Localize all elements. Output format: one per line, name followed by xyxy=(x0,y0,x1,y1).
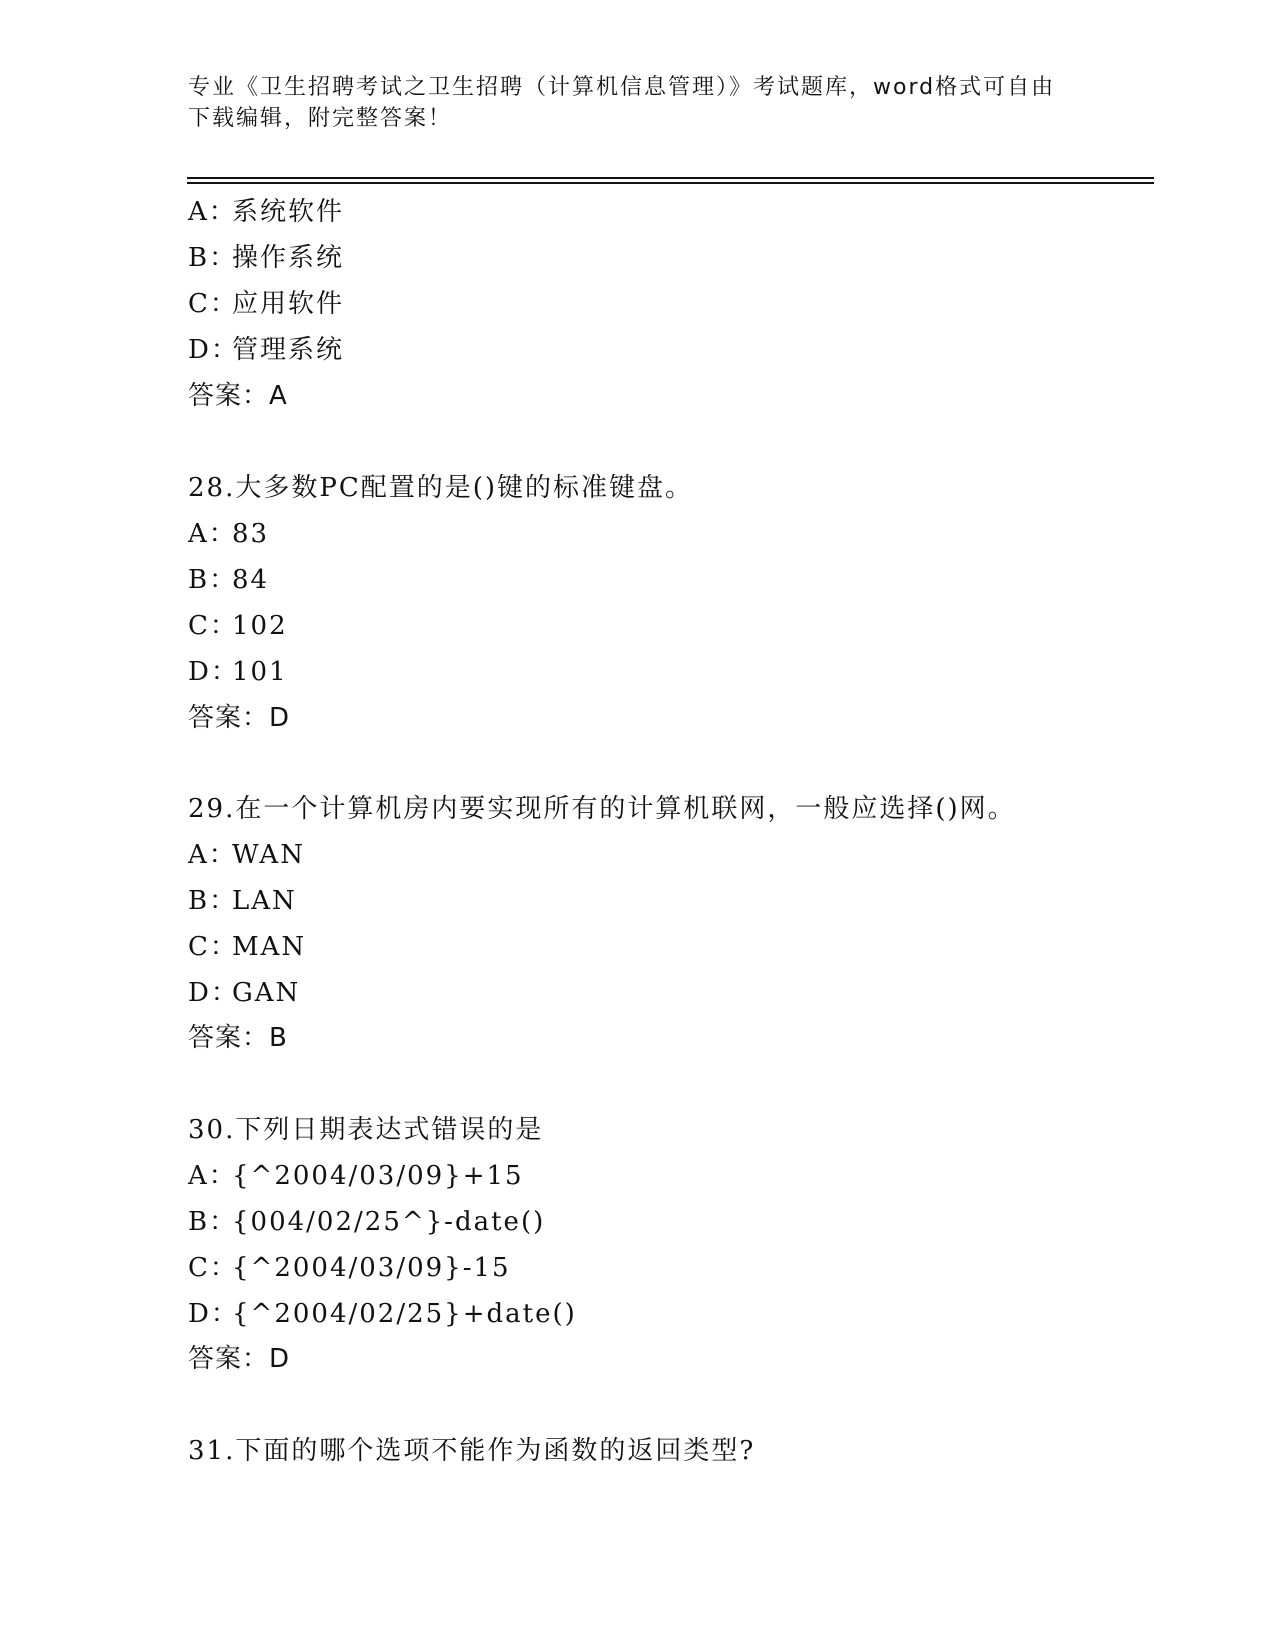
q29-answer: 答案：B xyxy=(188,1023,288,1053)
q29-option-c xyxy=(188,931,306,963)
option-text: 系统软件 xyxy=(232,197,345,227)
document-header: 专业《卫生招聘考试之卫生招聘（计算机信息管理）》考试题库，word格式可自由下载编辑，附完整答案！ xyxy=(188,75,1056,131)
option-label: D： xyxy=(188,978,239,1008)
option-text: {004/02/25^}-date() xyxy=(232,1207,546,1237)
option-text: {^2004/03/09}-15 xyxy=(232,1253,511,1283)
q29-question: 29.在一个计算机房内要实现所有的计算机联网，一般应选择()网。 xyxy=(188,794,1016,824)
header-rule-bottom xyxy=(187,182,1154,184)
q30-question: 30.下列日期表达式错误的是 xyxy=(188,1115,544,1145)
option-text: 应用软件 xyxy=(232,289,345,319)
q27-option-d xyxy=(188,334,344,366)
option-label: A： xyxy=(188,1161,237,1191)
option-label: D： xyxy=(188,657,239,687)
q31-question: 31.下面的哪个选项不能作为函数的返回类型? xyxy=(188,1436,756,1466)
q28-answer: 答案：D xyxy=(188,703,291,733)
option-label: A： xyxy=(188,519,237,549)
q30-option-c xyxy=(188,1252,511,1284)
option-label: A： xyxy=(188,197,237,227)
option-label: C： xyxy=(188,932,238,962)
option-text: 操作系统 xyxy=(232,243,345,273)
option-text: LAN xyxy=(232,886,297,916)
option-label: B： xyxy=(188,243,238,273)
q27-answer: 答案：A xyxy=(188,381,288,411)
option-text: 84 xyxy=(232,565,270,595)
q28-option-c xyxy=(188,610,288,642)
q28-question: 28.大多数PC配置的是()键的标准键盘。 xyxy=(188,473,694,503)
option-label: C： xyxy=(188,611,238,641)
q28-option-a xyxy=(188,518,269,550)
option-text: 101 xyxy=(232,657,288,687)
option-text: 管理系统 xyxy=(232,335,345,365)
q30-answer: 答案：D xyxy=(188,1344,291,1374)
option-text: 83 xyxy=(232,519,270,549)
q28-option-b xyxy=(188,564,269,596)
option-label: A： xyxy=(188,840,237,870)
option-label: C： xyxy=(188,289,238,319)
q27-option-a xyxy=(188,196,344,228)
header-rule-top xyxy=(187,177,1154,179)
q28-option-d xyxy=(188,656,288,688)
option-label: B： xyxy=(188,886,238,916)
q27-option-b xyxy=(188,242,344,274)
option-text: GAN xyxy=(232,978,301,1008)
option-text: {^2004/03/09}+15 xyxy=(232,1161,524,1191)
q30-option-a xyxy=(188,1160,524,1192)
q29-option-a xyxy=(188,839,305,871)
option-text: 102 xyxy=(232,611,288,641)
option-label: D： xyxy=(188,1299,239,1329)
q27-option-c xyxy=(188,288,344,320)
option-text: WAN xyxy=(232,840,305,870)
option-label: D： xyxy=(188,335,239,365)
option-label: B： xyxy=(188,1207,238,1237)
option-label: C： xyxy=(188,1253,238,1283)
q29-option-d xyxy=(188,977,300,1009)
q29-option-b xyxy=(188,885,297,917)
q30-option-d xyxy=(188,1298,577,1330)
option-text: MAN xyxy=(232,932,307,962)
q30-option-b xyxy=(188,1206,545,1238)
option-text: {^2004/02/25}+date() xyxy=(232,1299,577,1329)
option-label: B： xyxy=(188,565,238,595)
